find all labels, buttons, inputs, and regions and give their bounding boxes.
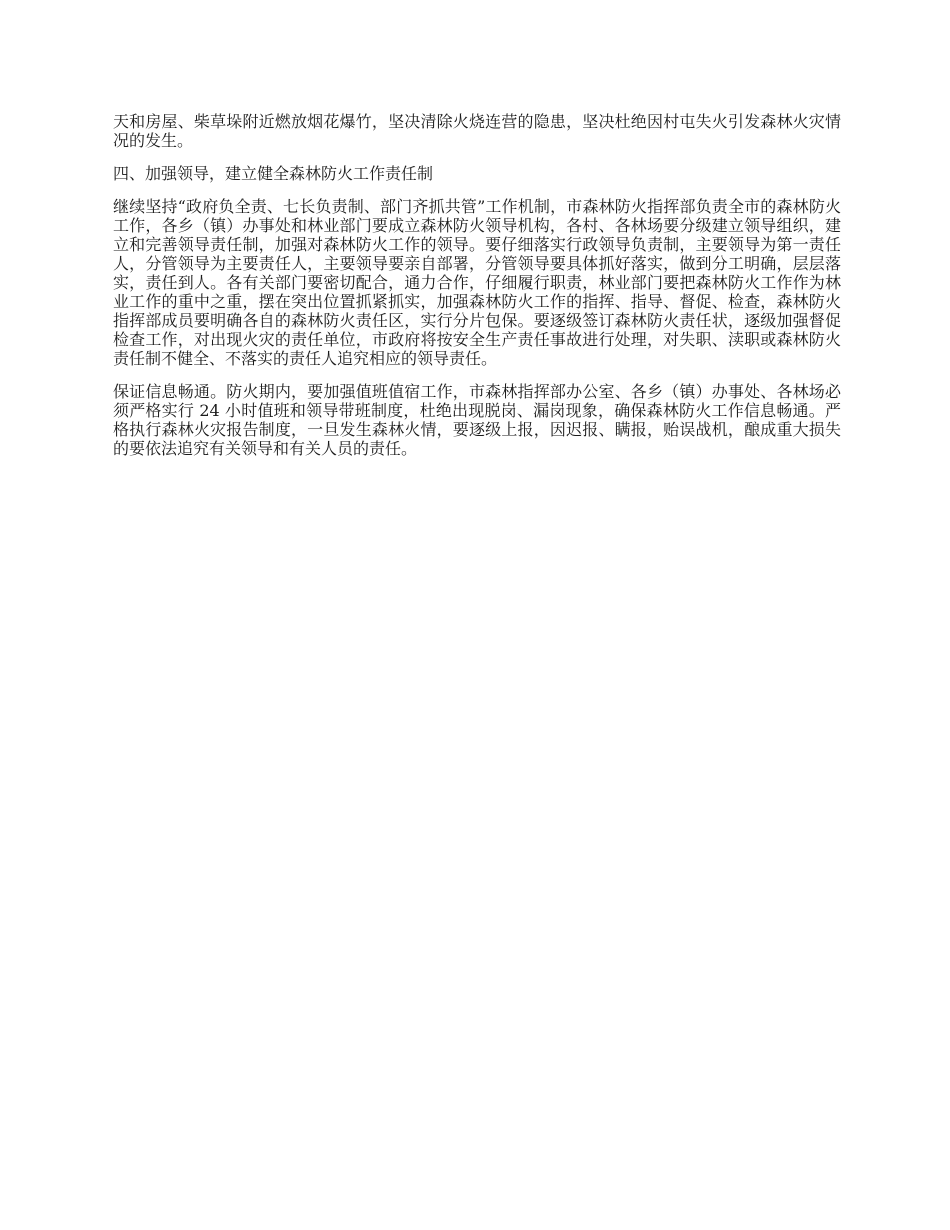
section-heading-leadership: 四、加强领导，建立健全森林防火工作责任制 bbox=[113, 164, 434, 183]
document-page bbox=[113, 112, 841, 472]
paragraph-fire-prevention-continuation: 天和房屋、柴草垛附近燃放烟花爆竹，坚决清除火烧连营的隐患，坚决杜绝因村屯失火引发森林火灾情况的发生。 bbox=[113, 112, 841, 150]
paragraph-information-flow: 保证信息畅通。防火期内，要加强值班值宿工作，市森林指挥部办公室、各乡（镇）办事处、各林场必须严格实行 24 小时值班和领导带班制度，杜绝出现脱岗、漏岗现象，确保森林防火工作信息畅通。严格执行森林火灾报告制度，一旦发生森林火情，要逐级上报，因迟报、瞒报，贻误战机，酿成重大损失的要依法追究有关领导和有关人员的责任。 bbox=[113, 382, 841, 458]
paragraph-responsibility-system: 继续坚持“政府负全责、七长负责制、部门齐抓共管”工作机制，市森林防火指挥部负责全市的森林防火工作，各乡（镇）办事处和林业部门要成立森林防火领导机构，各村、各林场要分级建立领导组织，建立和完善领导责任制，加强对森林防火工作的领导。要仔细落实行政领导负责制，主要领导为第一责任人，分管领导为主要责任人，主要领导要亲自部署，分管领导要具体抓好落实，做到分工明确，层层落实，责任到人。各有关部门要密切配合，通力合作，仔细履行职责，林业部门要把森林防火工作作为林业工作的重中之重，摆在突出位置抓紧抓实，加强森林防火工作的指挥、指导、督促、检查，森林防火指挥部成员要明确各自的森林防火责任区，实行分片包保。要逐级签订森林防火责任状，逐级加强督促检查工作，对出现火灾的责任单位，市政府将按安全生产责任事故进行处理，对失职、渎职或森林防火责任制不健全、不落实的责任人追究相应的领导责任。 bbox=[113, 197, 841, 368]
